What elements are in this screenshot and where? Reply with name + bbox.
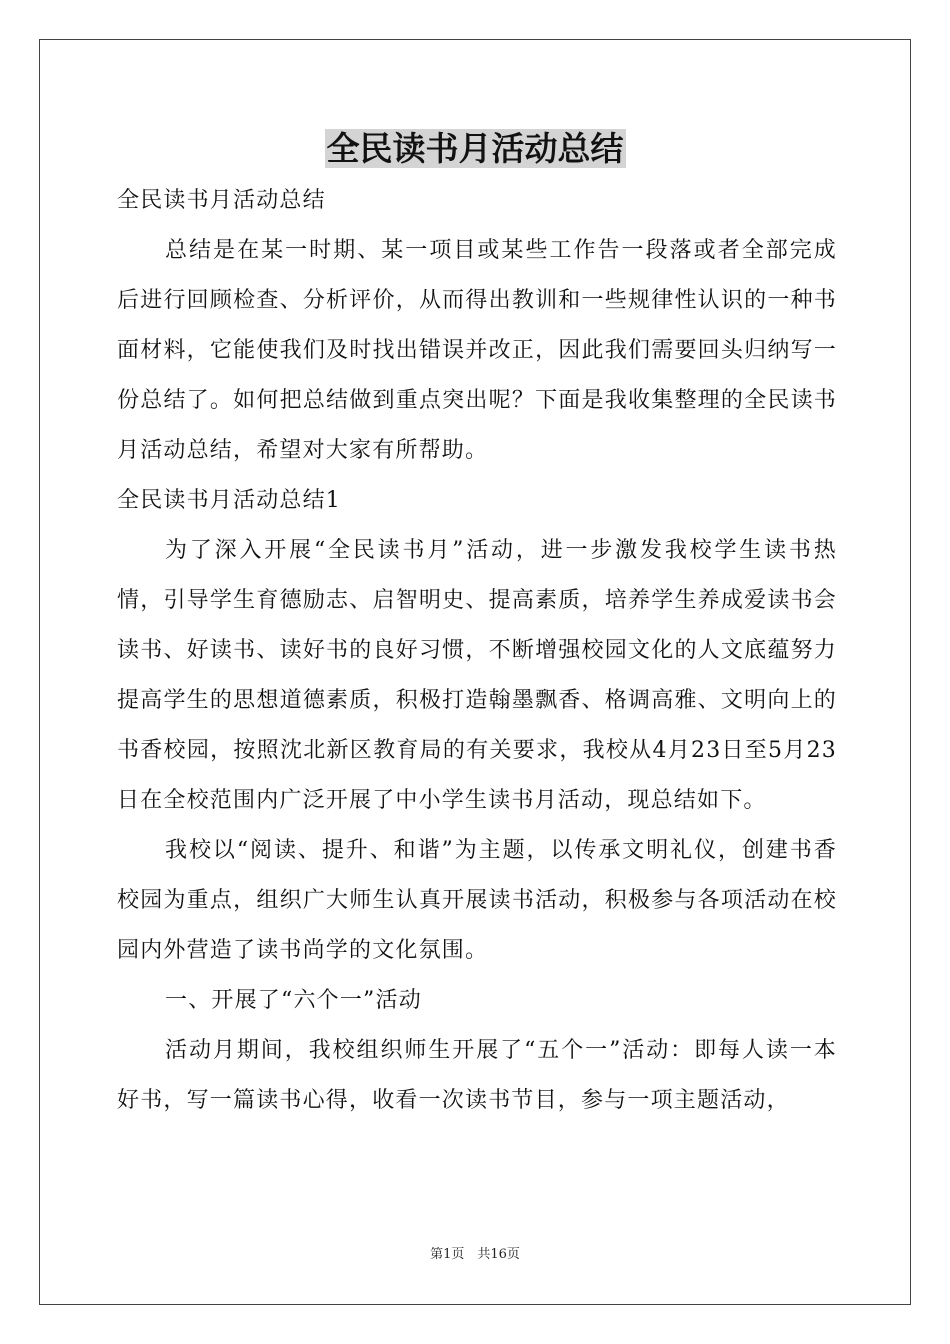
paragraph-intro: 总结是在某一时期、某一项目或某些工作告一段落或者全部完成后进行回顾检查、分析评价，从而得出教训和一些规律性认识的一种书面材料，它能使我们及时找出错误并改正，因此我们需要回头归纳写一份总结了。如何把总结做到重点突出呢？下面是我收集整理的全民读书月活动总结，希望对大家有所帮助。 [117, 238, 837, 463]
paragraph-background: 为了深入开展“全民读书月”活动，进一步激发我校学生读书热情，引导学生育德励志、启智明史、提高素质，培养学生养成爱读书会读书、好读书、读好书的良好习惯，不断增强校园文化的人文底蕴努力提高学生的思想道德素质，积极打造翰墨飘香、格调高雅、文明向上的书香校园，按照沈北新区教育局的有关要求，我校从4月23日至5月23日在全校范围内广泛开展了中小学生读书月活动，现总结如下。 [117, 538, 837, 813]
document-title [0, 126, 950, 172]
document-title-text: 全民读书月活动总结 [326, 129, 624, 168]
paragraph-activities: 活动月期间，我校组织师生开展了“五个一”活动：即每人读一本好书，写一篇读书心得，收看一次读书节目，参与一项主题活动， [117, 1038, 837, 1113]
paragraph-subheading: 一、开展了“六个一”活动 [165, 988, 422, 1013]
document-body [117, 176, 837, 1126]
paragraph-subtitle: 全民读书月活动总结 [117, 188, 326, 213]
paragraph-theme: 我校以“阅读、提升、和谐”为主题，以传承文明礼仪，创建书香校园为重点，组织广大师生认真开展读书活动，积极参与各项活动在校园内外营造了读书尚学的文化氛围。 [117, 838, 837, 963]
page-footer: 第1页 共16页 [430, 1247, 520, 1262]
paragraph-section-heading: 全民读书月活动总结1 [117, 488, 341, 513]
